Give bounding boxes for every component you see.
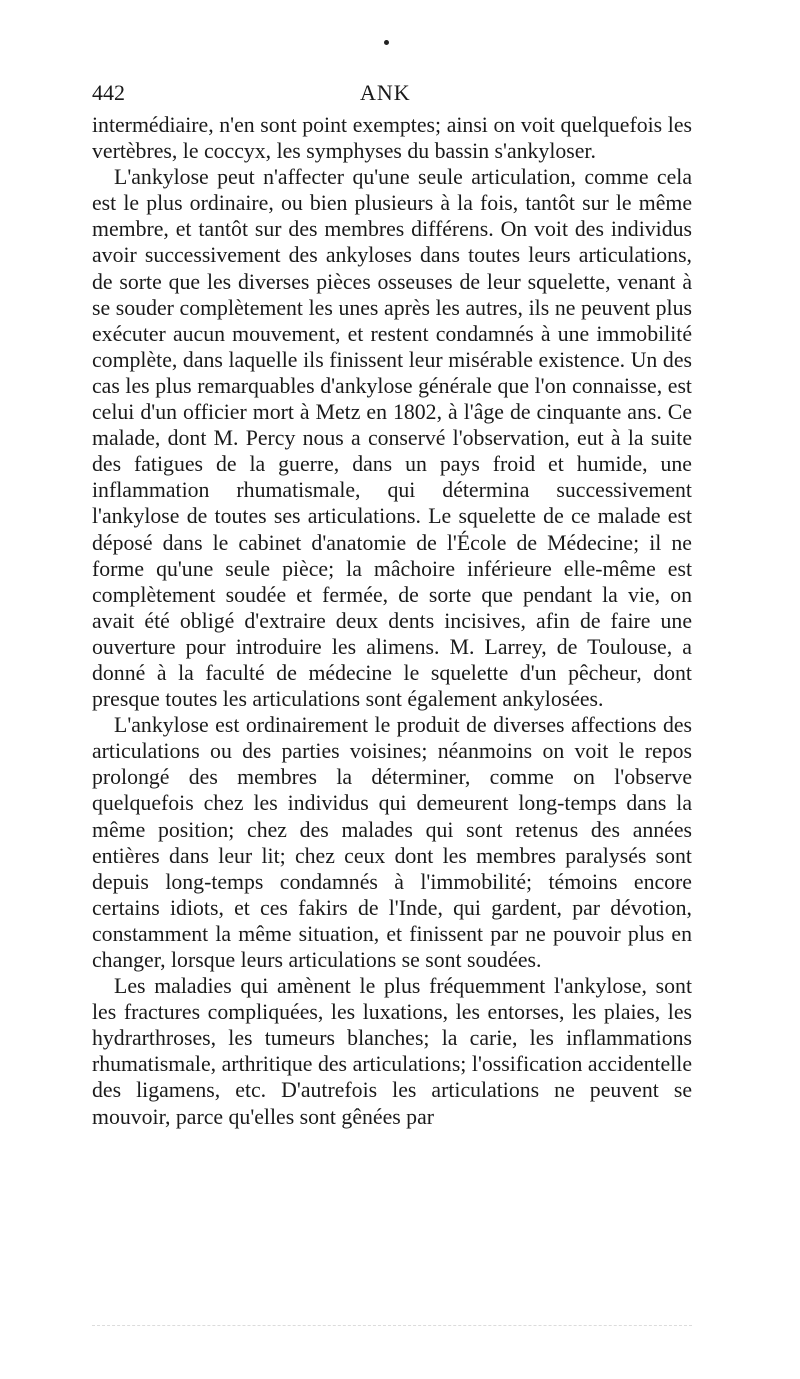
running-head: ANK xyxy=(360,80,411,105)
paragraph: Les maladies qui amènent le plus fréquemment l'ankylose, sont les fractures compliquées, les luxations, les entorses, les plaies, les hydrarthroses, les tumeurs blanches; la carie, les inflammations rhumatismale, arthritique des articulations; l'ossification accidentelle des ligamens, etc. D'autrefois les articulations ne peuvent se mouvoir, parce qu'elles sont gênées par xyxy=(92,974,692,1129)
body-text xyxy=(92,112,692,1130)
page-header xyxy=(92,78,692,108)
paragraph-continuation: intermédiaire, n'en sont point exemptes; ainsi on voit quelquefois les vertèbres, le coccyx, les symphyses du bassin s'ankyloser. xyxy=(92,113,692,164)
ink-speck xyxy=(384,40,389,45)
paragraph: L'ankylose est ordinairement le produit de diverses affections des articulations ou des parties voisines; néanmoins on voit le repos prolongé des membres la déterminer, comme on l'observe quelquefois chez les individus qui demeurent long-temps dans la même position; chez des malades qui sont retenus des années entières dans leur lit; chez ceux dont les membres paralysés sont depuis long-temps condamnés à l'immobilité; témoins encore certains idiots, et ces fakirs de l'Inde, qui gardent, par dévotion, constamment la même situation, et finissent par ne pouvoir plus en changer, lorsque leurs articulations se sont soudées. xyxy=(92,713,692,972)
paragraph: L'ankylose peut n'affecter qu'une seule articulation, comme cela est le plus ordinaire, ou bien plusieurs à la fois, tantôt sur le même membre, et tantôt sur des membres différens. On voit des individus avoir successivement des ankyloses dans toutes leurs articulations, de sorte que les diverses pièces osseuses de leur squelette, venant à se souder complètement les unes après les autres, ils ne peuvent plus exécuter aucun mouvement, et restent condamnés à une immobilité complète, dans laquelle ils finissent leur misérable existence. Un des cas les plus remarquables d'ankylose générale que l'on connaisse, est celui d'un officier mort à Metz en 1802, à l'âge de cinquante ans. Ce malade, dont M. Percy nous a conservé l'observation, eut à la suite des fatigues de la guerre, dans un pays froid et humide, une inflammation rhumatismale, qui détermina successivement l'ankylose de toutes ses articulations. Le squelette de ce malade est déposé dans le cabinet d'anatomie de l'École de Médecine; il ne forme qu'une seule pièce; la mâchoire inférieure elle-même est complètement soudée et fermée, de sorte que pendant la vie, on avait été obligé d'extraire deux dents incisives, afin de faire une ouverture pour introduire les alimens. M. Larrey, de Toulouse, a donné à la faculté de médecine le squelette d'un pêcheur, dont presque toutes les articulations sont également ankylosées. xyxy=(92,165,692,712)
page-number: 442 xyxy=(92,80,125,105)
bottom-scan-marks xyxy=(92,1325,692,1328)
